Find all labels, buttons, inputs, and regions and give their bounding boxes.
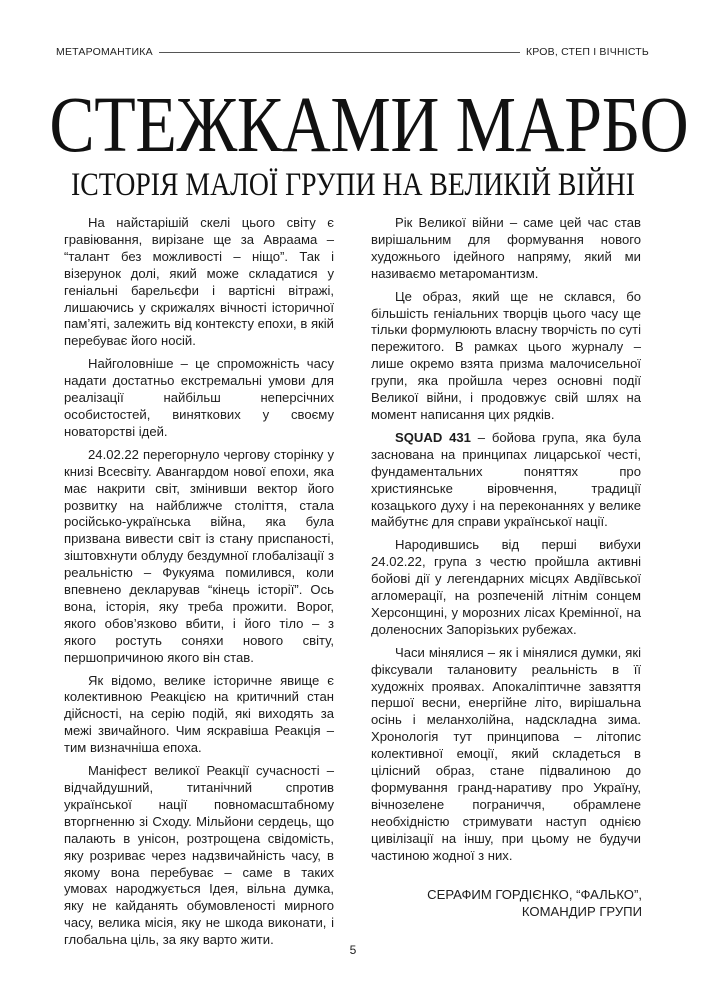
paragraph: На найстарішій скелі цього світу є гравіювання, вирізане ще за Авраама – “талант без можливості – ніщо”. Так і візерунок долі, який може складатися у геніальні барельєфи і вартісні вітражі, лишаючись у скрижалях вічності історичної пам’яті, залежить від контексту епохи, в якій перебуває його носій. (64, 215, 334, 349)
author-role: КОМАНДИР ГРУПИ (521, 904, 642, 919)
paragraph: Маніфест великої Реакції сучасності – відчайдушний, титанічний спротив української нації повномасштабному вторгненню зі Сходу. Мільйони сердець, що палають в унісон, розтрощена свідомість, яку розриває через надзвичайність часу, в якому вона перебуває – саме в таких умовах народжується Ідея, вільна думка, яку не кайданять обумовленості мирного часу, велика місія, яку не шкода виконати, і глобальна ціль, за яку варто жити. (64, 763, 334, 948)
paragraph: Найголовніше – це спроможність часу надати достатньо екстремальні умови для реалізації найбільш неперсічних особистостей, винятковиx у своєму новаторстві ідей. (64, 356, 334, 439)
paragraph: Часи мінялися – як і мінялися думки, які фіксували талановиту реальність в її художніх проявах. Апокаліптичне завзяття першої весни, енергійне літо, вирішальна осінь і меланхолійна, надскладна зима. Хронологія тут принципова – літопис колективної емоції, який складеться в цілісний образ, стане підвалиною до формування гранд-наративу про Україну, вічнозелене пограниччя, обрамлене необхідністю стримувати наступ однією цивілізації на іншу, при цьому не будучи частиною жодної з них. (371, 644, 641, 863)
paragraph: Народившись від перші вибухи 24.02.22, група з честю пройшла активні бойові дії у легендарних місцях Авдіївської агломерації, на розпеченій літнім сонцем Херсонщині, у морозних лісах Кремінної, на доленосних Запорізьких рубежах. (371, 537, 641, 637)
article-title: СТЕЖКАМИ МАРБО (49, 82, 689, 169)
page-number: 5 (349, 943, 357, 957)
squad-description: – бойова група, яка була заснована на принципах лицарської честі, фундаментальних поняттях про християнське віровчення, традиції козацького духу і на переконаннях у велике майбутнє для справи української нації. (371, 429, 641, 530)
chapter-name: КРОВ, СТЕП І ВІЧНІСТЬ (525, 46, 649, 58)
paragraph: Рік Великої війни – саме цей час став вирішальним для формування нового художнього ідейного напряму, який ми називаємо метаромантизм. (371, 215, 641, 281)
article-subtitle: ІСТОРІЯ МАЛОЇ ГРУПИ НА ВЕЛИКІЙ ВІЙНІ (71, 167, 635, 203)
author-signature (352, 886, 642, 920)
header-divider (159, 52, 520, 53)
author-name: СЕРАФИМ ГОРДІЄНКО, “ФАЛЬКО”, (427, 887, 642, 902)
running-header (56, 44, 649, 60)
left-column (64, 215, 334, 949)
paragraph-squad (371, 430, 641, 531)
paragraph: Як відомо, велике історичне явище є колективною Реакцією на критичний стан дійсності, на серію подій, які виходять за межі звичайного. Чим яскравіша Реакція – тим визначніша епоха. (64, 672, 334, 756)
paragraph: 24.02.22 перегорнуло чергову сторінку у книзі Всесвіту. Авангардом нової епохи, яка має накрити світ, змінивши вектор його розвитку на найближче століття, стала російсько-українська війна, яка була призвана вивести світ із стану приспаності, зіштовхнути облуду бездумної глобалізації з реальністю – Фукуяма помилився, коли впевнено декларував “кінець історії”. Ось вона, історія, яку треба прожити. Ворог, якого обов’язково вбити, і його тіло – з якого ростуть соняхи нового світу, першопричиною якого він став. (64, 446, 334, 665)
section-name: МЕТАРОМАНТИКА (56, 46, 153, 58)
squad-name: SQUAD 431 (395, 429, 471, 445)
right-column (371, 215, 641, 865)
paragraph: Це образ, який ще не склався, бо більшість геніальних творців цього часу ще тільки формулюють власну творчість по суті пережитого. В рамках цього журналу – лише окремо взята призма малочисельної групи, яка пройшла через основні події Великої війни, і продовжує свій шлях на момент написання цих рядків. (371, 288, 641, 422)
